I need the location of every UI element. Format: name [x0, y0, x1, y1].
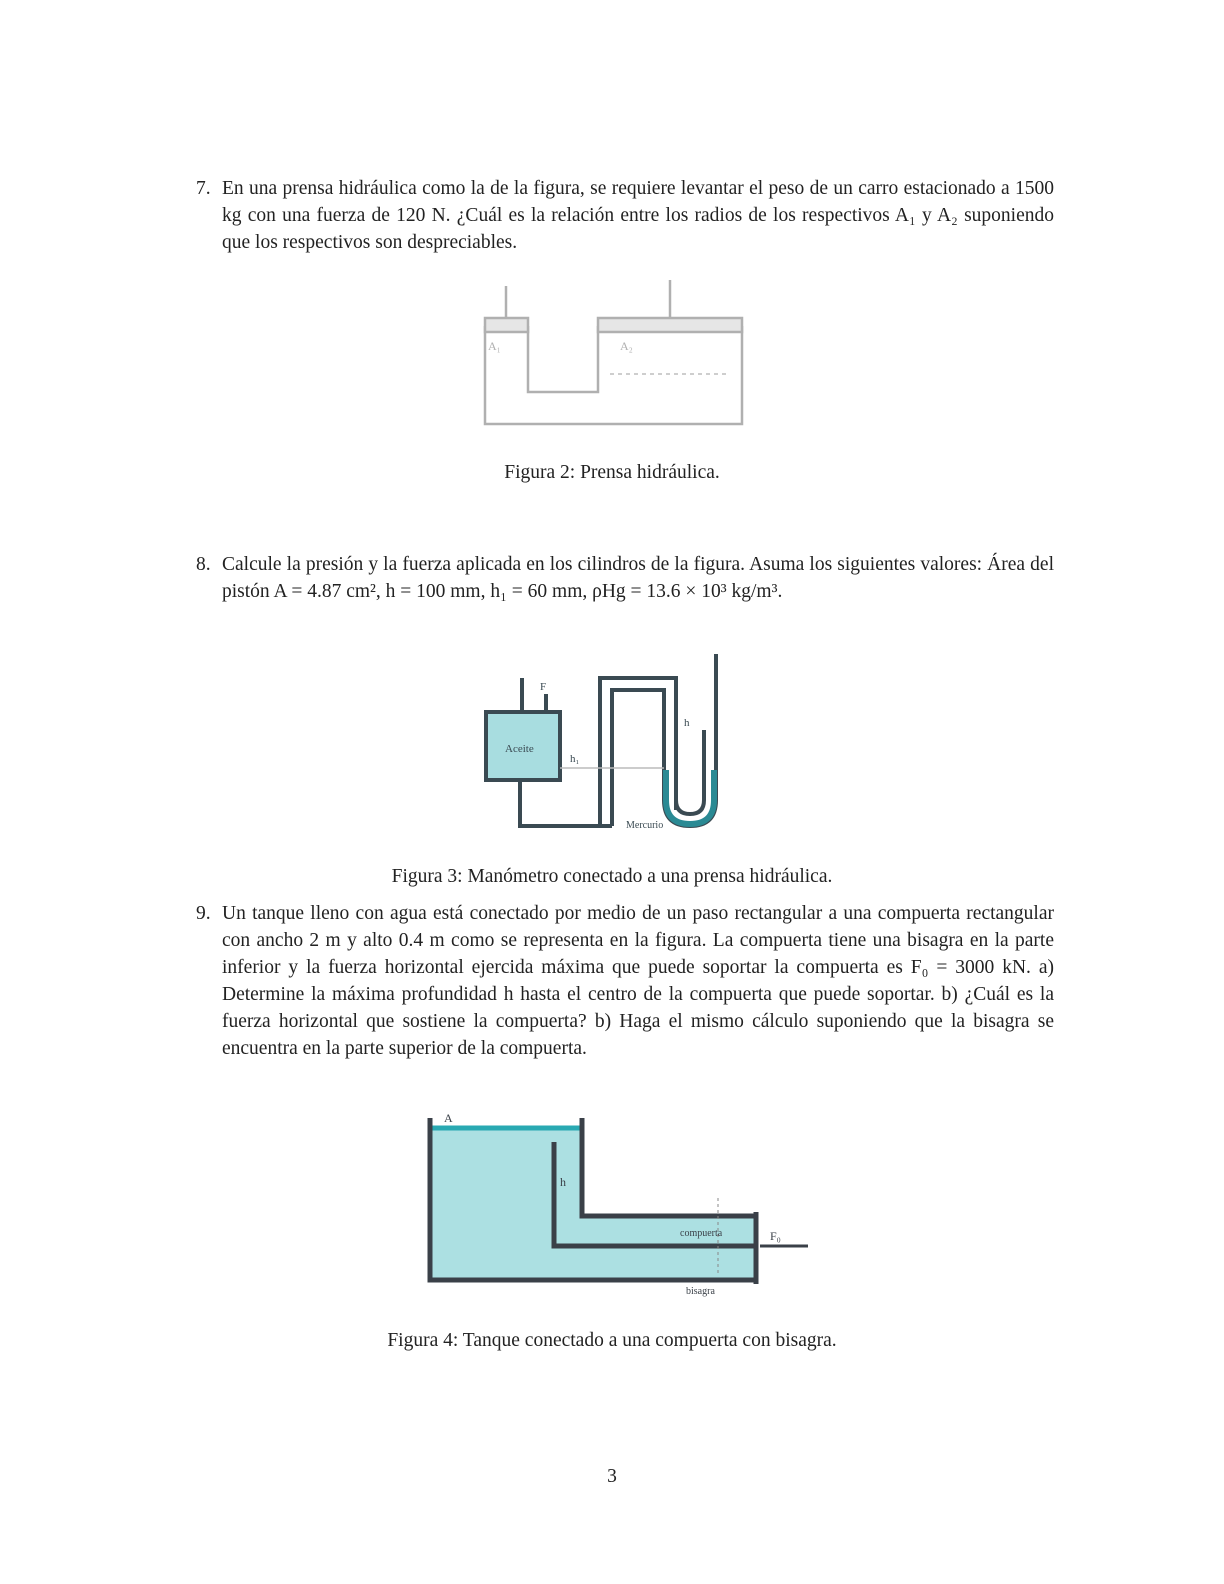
label-a1: A₁ — [488, 339, 501, 353]
problem-text: Calcule la presión y la fuerza aplicada en los cilindros de la figura. Asuma los siguientes valores: Área del pistón A = 4.87 cm², h = 100 mm, h₁ = 60 mm, ρHg = 13.6 × 10³ kg/m³. — [222, 554, 1054, 602]
problem-text: Un tanque lleno con agua está conectado por medio de un paso rectangular a una compuerta rectangular con ancho 2 m y alto 0.4 m como se representa en la figura. La compuerta tiene una bisagra en la parte inferior y la fuerza horizontal ejercida máxima que puede soportar la compuerta es F₀ = 3000 kN. a) Determine la máxima profundidad h hasta el centro de la compuerta que puede soportar. b) ¿Cuál es la fuerza horizontal que sostiene la compuerta? b) Haga el mismo cálculo suponiendo que la bisagra se encuentra en la parte superior de la compuerta. — [222, 903, 1054, 1059]
problem-number: 9. — [196, 903, 211, 924]
label-f: F₀ — [770, 1229, 781, 1243]
figure-4-tank-gate — [424, 1112, 814, 1300]
problem-number: 8. — [196, 554, 211, 575]
problem-9 — [196, 900, 1054, 1062]
label-h: h — [560, 1175, 566, 1189]
figure-2-hydraulic-press — [480, 278, 746, 430]
problem-number: 7. — [196, 178, 211, 199]
figure-2-caption: Figura 2: Prensa hidráulica. — [504, 462, 720, 483]
label-a2: A₂ — [620, 339, 633, 353]
label-f: F — [540, 681, 547, 693]
problem-8 — [196, 551, 1054, 605]
label-gate: compuerta — [680, 1228, 723, 1239]
label-h: h — [684, 717, 690, 729]
problem-7 — [196, 175, 1054, 256]
label-mercury: Mercurio — [626, 820, 664, 831]
label-h1: h₁ — [570, 753, 580, 765]
label-hinge: bisagra — [686, 1286, 715, 1297]
page-number: 3 — [607, 1466, 617, 1487]
figure-3-manometer — [480, 650, 730, 832]
problem-text: En una prensa hidráulica como la de la figura, se requiere levantar el peso de un carro estacionado a 1500 kg con una fuerza de 120 N. ¿Cuál es la relación entre los radios de los respectivos A₁ y A₂ suponiendo que los respectivos son despreciables. — [222, 178, 1054, 253]
figure-3-caption: Figura 3: Manómetro conectado a una prensa hidráulica. — [391, 866, 833, 887]
figure-4-caption: Figura 4: Tanque conectado a una compuerta con bisagra. — [387, 1330, 837, 1351]
label-top: A — [444, 1112, 453, 1125]
label-oil: Aceite — [505, 743, 534, 755]
